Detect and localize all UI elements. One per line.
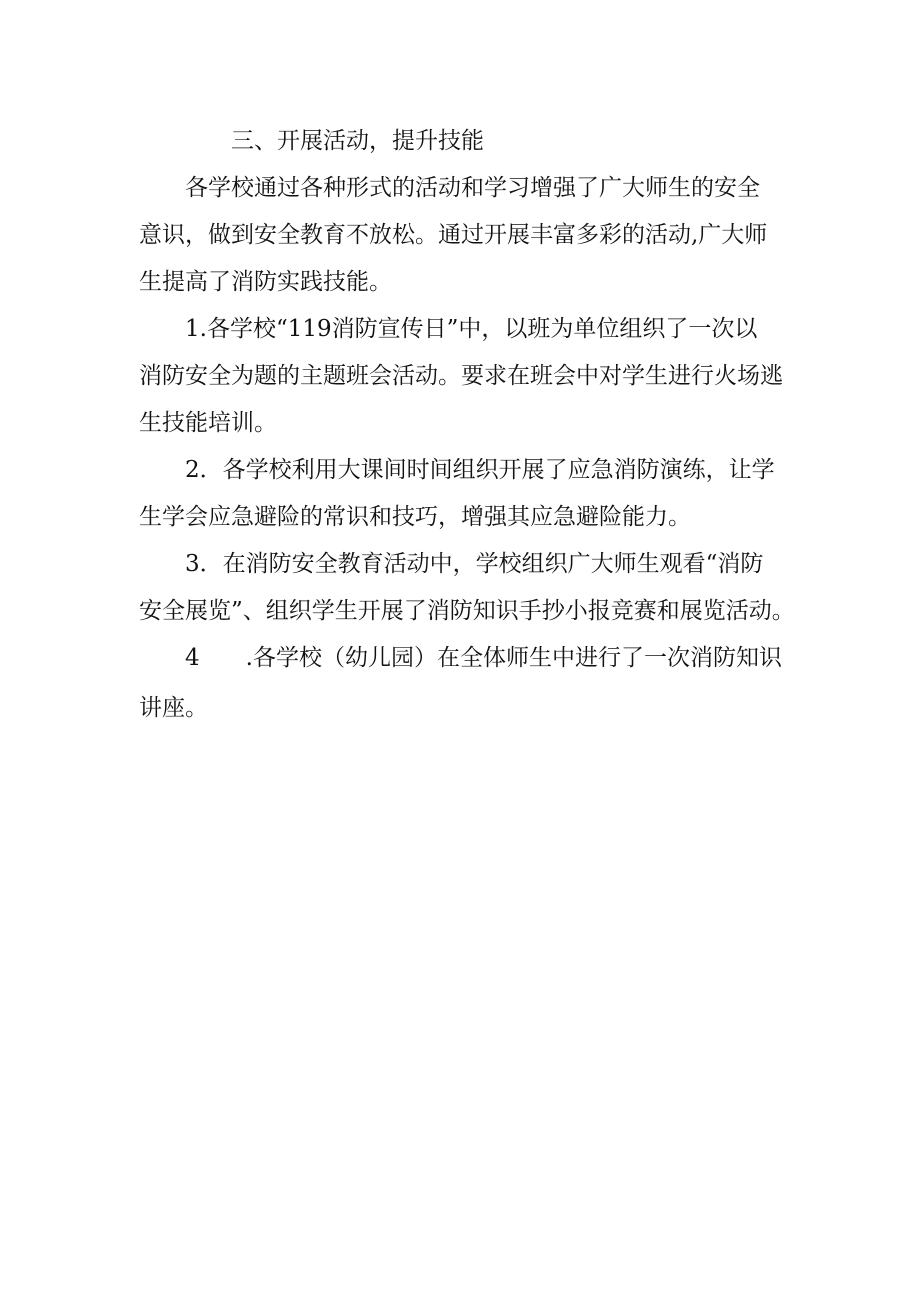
paragraph-line: 2．各学校利用大课间时间组织开展了应急消防演练，让学: [185, 457, 775, 483]
paragraph-line: 讲座。: [139, 695, 208, 721]
section-heading-text: 三、开展活动，提升技能: [231, 128, 484, 154]
paragraph-line: 4 .各学校（幼儿园）在全体师生中进行了一次消防知识: [185, 645, 782, 671]
paragraph-line: 1.各学校“119消防宣传日”中，以班为单位组织了一次以: [185, 316, 758, 342]
paragraph-line: 各学校通过各种形式的活动和学习增强了广大师生的安全: [185, 175, 760, 201]
paragraph-line: 生技能培训。: [139, 410, 277, 436]
paragraph-line: 安全展览”、组织学生开展了消防知识手抄小报竞赛和展览活动。: [139, 598, 795, 624]
paragraph-intro: [139, 165, 789, 306]
paragraph-line: 生学会应急避险的常识和技巧，增强其应急避险能力。: [139, 504, 691, 530]
paragraph-item-2: [139, 447, 789, 541]
section-heading: [139, 118, 789, 165]
paragraph-item-4: [139, 635, 789, 734]
paragraph-line: 消防安全为题的主题班会活动。要求在班会中对学生进行火场逃: [139, 363, 783, 389]
paragraph-item-3: [139, 541, 795, 635]
paragraph-item-1: [139, 306, 789, 447]
document-body: [139, 118, 795, 734]
paragraph-line: 3．在消防安全教育活动中，学校组织广大师生观看“消防: [185, 551, 764, 577]
paragraph-line: 意识，做到安全教育不放松。通过开展丰富多彩的活动,广大师: [139, 222, 768, 248]
paragraph-line: 生提高了消防实践技能。: [139, 269, 392, 295]
